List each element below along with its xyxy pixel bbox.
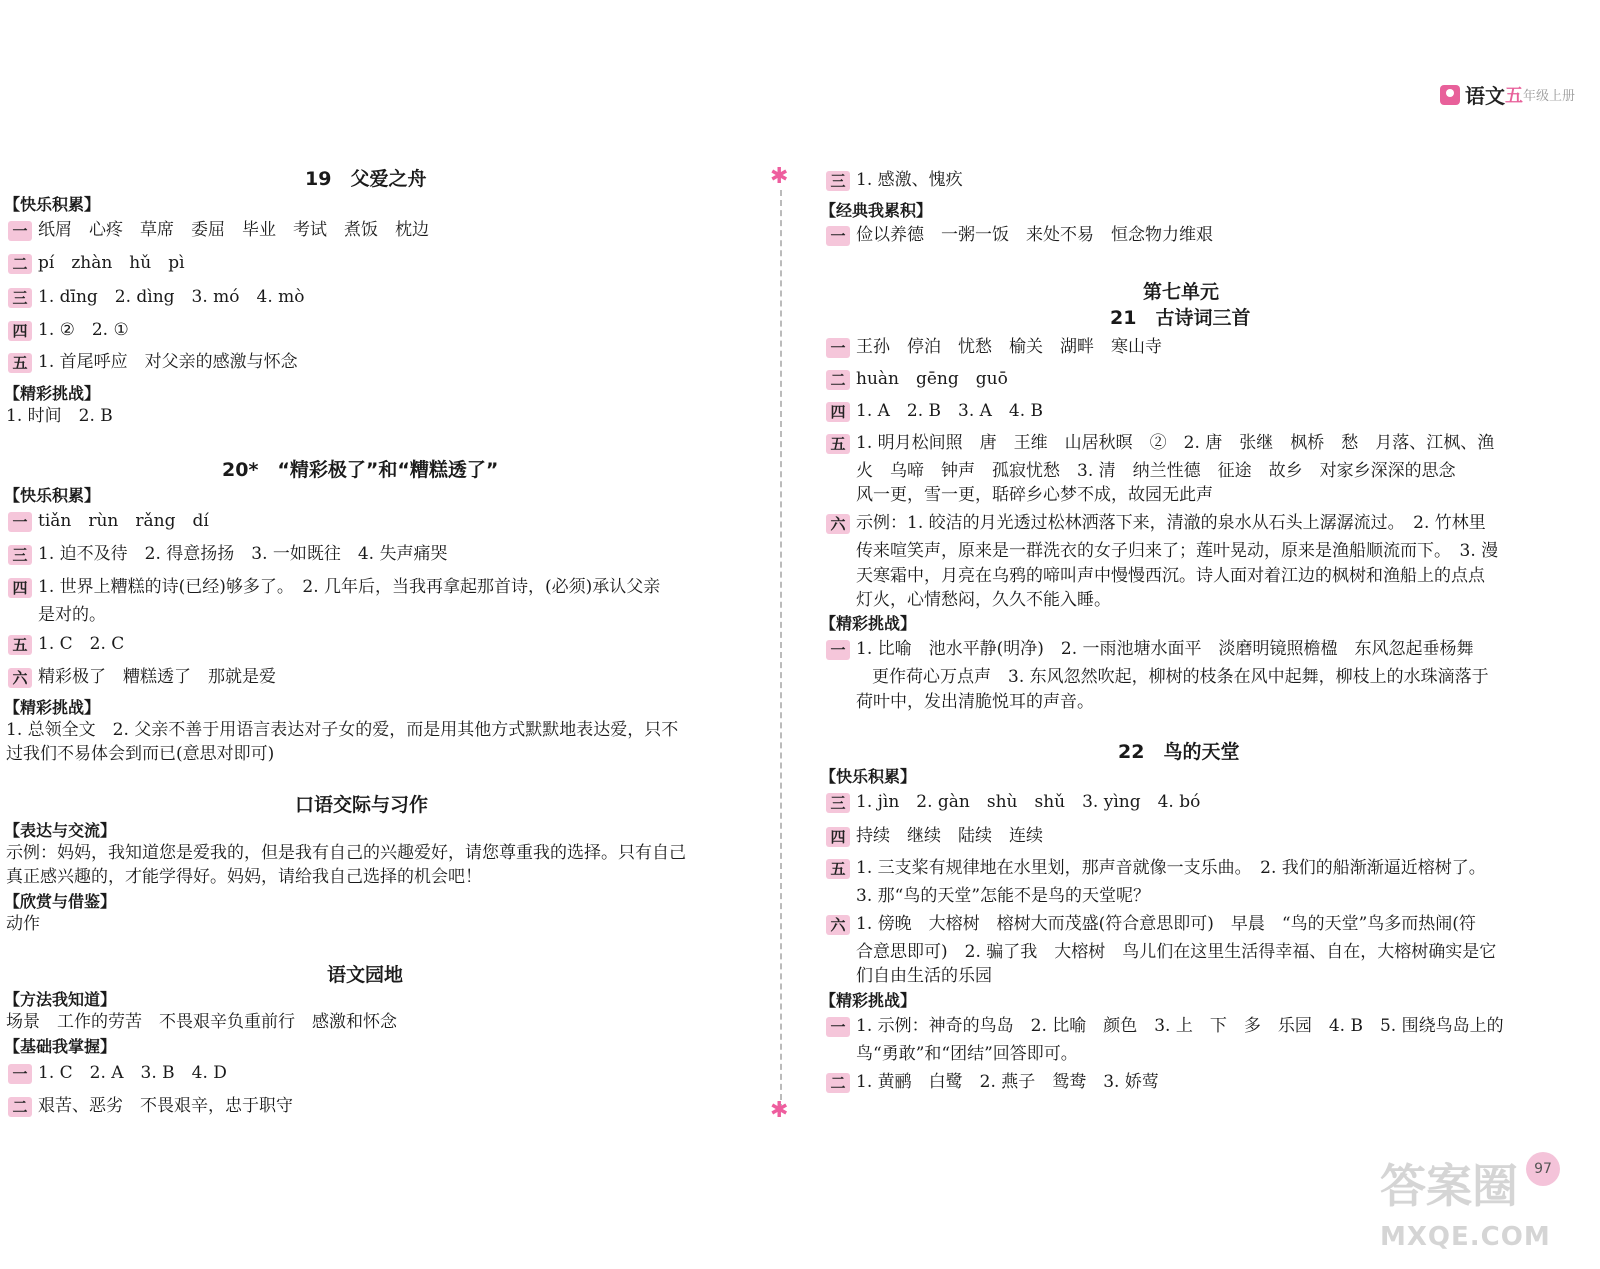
question-number: 六 xyxy=(8,668,32,688)
question-number: 二 xyxy=(826,370,850,390)
answer-line-cont: 荷叶中，发出清脆悦耳的声音。 xyxy=(856,692,1094,712)
section-heading: 【快乐积累】 xyxy=(4,486,101,505)
answer-line: 一 tiǎn rùn rǎng dí xyxy=(8,508,209,534)
answer-line: 三 1. dīng 2. dìng 3. mó 4. mò xyxy=(8,284,305,310)
answer-line: 四 1. ② 2. ① xyxy=(8,317,129,343)
subject-label: 语文 xyxy=(1464,84,1505,108)
watermark xyxy=(1380,1150,1551,1252)
question-number: 三 xyxy=(8,545,32,565)
question-number: 一 xyxy=(826,338,850,358)
answer-line: 五 1. 首尾呼应 对父亲的感激与怀念 xyxy=(8,349,298,375)
question-number: 三 xyxy=(826,793,850,813)
question-number: 一 xyxy=(8,221,32,241)
answer-line-cont: 鸟“勇敢”和“团结”回答即可。 xyxy=(856,1044,1078,1064)
answer-line: 六 精彩极了 糟糕透了 那就是爱 xyxy=(8,664,276,690)
answer-line: 二 艰苦、恶劣 不畏艰辛，忠于职守 xyxy=(8,1093,293,1119)
answer-line: 示例：妈妈，我知道您是爱我的，但是我有自己的兴趣爱好，请您尊重我的选择。只有自己 xyxy=(6,843,686,863)
chinese-garden-title: 语文园地 xyxy=(327,964,404,986)
lesson-19-title: 19 父爱之舟 xyxy=(305,168,427,190)
answer-line: 1. 时间 2. B xyxy=(6,406,113,426)
answer-line: 四 持续 继续 陆续 连续 xyxy=(826,823,1043,849)
star-top-icon: ✱ xyxy=(770,164,789,189)
answer-line: 一 1. 比喻 池水平静(明净) 2. 一雨池塘水面平 淡磨明镜照檐楹 东风忽起垂杨舞 xyxy=(826,636,1474,662)
section-heading: 【精彩挑战】 xyxy=(820,614,917,633)
answer-line-cont: 真正感兴趣的，才能学得好。妈妈，请给我自己选择的机会吧！ xyxy=(6,867,482,887)
answer-line-cont: 过我们不易体会到而已(意思对即可) xyxy=(6,744,275,764)
question-number: 五 xyxy=(8,353,32,373)
answer-line-cont: 风一更，雪一更，聒碎乡心梦不成，故园无此声 xyxy=(856,485,1213,505)
answer-line-cont: 是对的。 xyxy=(38,605,106,625)
question-number: 一 xyxy=(826,226,850,246)
brand-header xyxy=(1440,80,1575,109)
answer-line: 1. 总领全文 2. 父亲不善于用语言表达对子女的爱，而是用其他方式默默地表达爱，只不 xyxy=(6,720,679,740)
lesson-20-title: 20* “精彩极了”和“糟糕透了” xyxy=(222,459,499,481)
watermark-line2: MXQE.COM xyxy=(1380,1222,1551,1252)
answer-line-cont: 天寒霜中，月亮在乌鸦的啼叫声中慢慢西沉。诗人面对着江边的枫树和渔船上的点点 xyxy=(856,566,1485,586)
question-number: 一 xyxy=(8,1064,32,1084)
answer-line-cont: 们自由生活的乐园 xyxy=(856,966,992,986)
section-heading: 【基础我掌握】 xyxy=(4,1037,117,1056)
center-divider xyxy=(780,190,782,1110)
watermark-line1: 答案圈 xyxy=(1380,1159,1518,1213)
answer-line: 四 1. 世界上糟糕的诗(已经)够多了。 2. 几年后，当我再拿起那首诗，(必须)承认父亲 xyxy=(8,574,660,600)
question-number: 四 xyxy=(826,402,850,422)
answer-line: 场景 工作的劳苦 不畏艰辛负重前行 感激和怀念 xyxy=(6,1012,397,1032)
answer-line: 动作 xyxy=(6,914,40,934)
question-number: 二 xyxy=(826,1073,850,1093)
section-heading: 【快乐积累】 xyxy=(4,195,101,214)
question-number: 一 xyxy=(826,640,850,660)
section-heading: 【快乐积累】 xyxy=(820,767,917,786)
answer-line: 六 示例：1. 皎洁的月光透过松林洒落下来，清澈的泉水从石头上潺潺流过。 2. 竹林里 xyxy=(826,510,1486,536)
answer-line-cont: 更作荷心万点声 3. 东风忽然吹起，柳树的枝条在风中起舞，柳枝上的水珠滴落于 xyxy=(872,667,1489,687)
question-number: 六 xyxy=(826,915,850,935)
page-number: 97 xyxy=(1526,1152,1560,1186)
grade-label: 五 xyxy=(1504,85,1523,107)
question-number: 四 xyxy=(8,321,32,341)
answer-line: 五 1. 三支桨有规律地在水里划，那声音就像一支乐曲。 2. 我们的船渐渐逼近榕树了。 xyxy=(826,855,1486,881)
answer-line: 五 1. C 2. C xyxy=(8,631,124,657)
question-number: 四 xyxy=(8,578,32,598)
answer-line: 二 1. 黄鹂 白鹭 2. 燕子 鸳鸯 3. 娇莺 xyxy=(826,1069,1159,1095)
answer-line-cont: 合意思即可) 2. 骗了我 大榕树 鸟儿们在这里生活得幸福、自在，大榕树确实是它 xyxy=(856,942,1497,962)
answer-line: 一 纸屑 心疼 草席 委屈 毕业 考试 煮饭 枕边 xyxy=(8,217,429,243)
section-heading: 【经典我累积】 xyxy=(820,201,933,220)
answer-line: 六 1. 傍晚 大榕树 榕树大而茂盛(符合意思即可) 早晨 “鸟的天堂”鸟多而热闹(符 xyxy=(826,911,1476,937)
star-bottom-icon: ✱ xyxy=(770,1098,789,1123)
answer-line-cont: 灯火，心情愁闷，久久不能入睡。 xyxy=(856,590,1111,610)
section-heading: 【精彩挑战】 xyxy=(4,698,101,717)
oral-communication-title: 口语交际与习作 xyxy=(295,794,429,816)
brand-logo-icon xyxy=(1440,85,1460,105)
answer-line-cont: 火 乌啼 钟声 孤寂忧愁 3. 清 纳兰性德 征途 故乡 对家乡深深的思念 xyxy=(856,461,1456,481)
answer-line: 五 1. 明月松间照 唐 王维 山居秋暝 ② 2. 唐 张继 枫桥 愁 月落、江枫、渔 xyxy=(826,430,1494,456)
section-heading: 【方法我知道】 xyxy=(4,990,117,1009)
answer-line-cont: 3. 那“鸟的天堂”怎能不是鸟的天堂呢？ xyxy=(856,886,1151,906)
answer-line: 一 俭以养德 一粥一饭 来处不易 恒念物力维艰 xyxy=(826,222,1213,248)
answer-line: 一 王孙 停泊 忧愁 榆关 湖畔 寒山寺 xyxy=(826,334,1162,360)
question-number: 六 xyxy=(826,514,850,534)
lesson-21-title: 21 古诗词三首 xyxy=(1110,307,1251,329)
question-number: 一 xyxy=(8,512,32,532)
grade-sub-label: 年级上册 xyxy=(1522,89,1575,104)
answer-line: 三 1. 感激、愧疚 xyxy=(826,167,963,193)
answer-line: 一 1. 示例：神奇的鸟岛 2. 比喻 颜色 3. 上 下 多 乐园 4. B 5. 围绕鸟岛上的 xyxy=(826,1013,1504,1039)
section-heading: 【欣赏与借鉴】 xyxy=(4,892,117,911)
question-number: 一 xyxy=(826,1017,850,1037)
answer-line: 二 pí zhàn hǔ pì xyxy=(8,250,185,276)
answer-line: 四 1. A 2. B 3. A 4. B xyxy=(826,398,1043,424)
lesson-22-title: 22 鸟的天堂 xyxy=(1118,741,1240,763)
question-number: 四 xyxy=(826,827,850,847)
answer-line: 三 1. 迫不及待 2. 得意扬扬 3. 一如既往 4. 失声痛哭 xyxy=(8,541,448,567)
question-number: 五 xyxy=(826,859,850,879)
answer-line: 一 1. C 2. A 3. B 4. D xyxy=(8,1060,227,1086)
answer-line-cont: 传来喧笑声，原来是一群洗衣的女子归来了；莲叶晃动，原来是渔船顺流而下。 3. 漫 xyxy=(856,541,1499,561)
section-heading: 【表达与交流】 xyxy=(4,821,117,840)
section-heading: 【精彩挑战】 xyxy=(820,991,917,1010)
question-number: 三 xyxy=(826,171,850,191)
answer-line: 二 huàn gēng guō xyxy=(826,366,1008,392)
question-number: 二 xyxy=(8,254,32,274)
unit-title: 第七单元 xyxy=(1143,281,1220,303)
question-number: 五 xyxy=(826,434,850,454)
question-number: 二 xyxy=(8,1097,32,1117)
question-number: 三 xyxy=(8,288,32,308)
question-number: 五 xyxy=(8,635,32,655)
section-heading: 【精彩挑战】 xyxy=(4,384,101,403)
answer-line: 三 1. jìn 2. gàn shù shǔ 3. yìng 4. bó xyxy=(826,789,1200,815)
